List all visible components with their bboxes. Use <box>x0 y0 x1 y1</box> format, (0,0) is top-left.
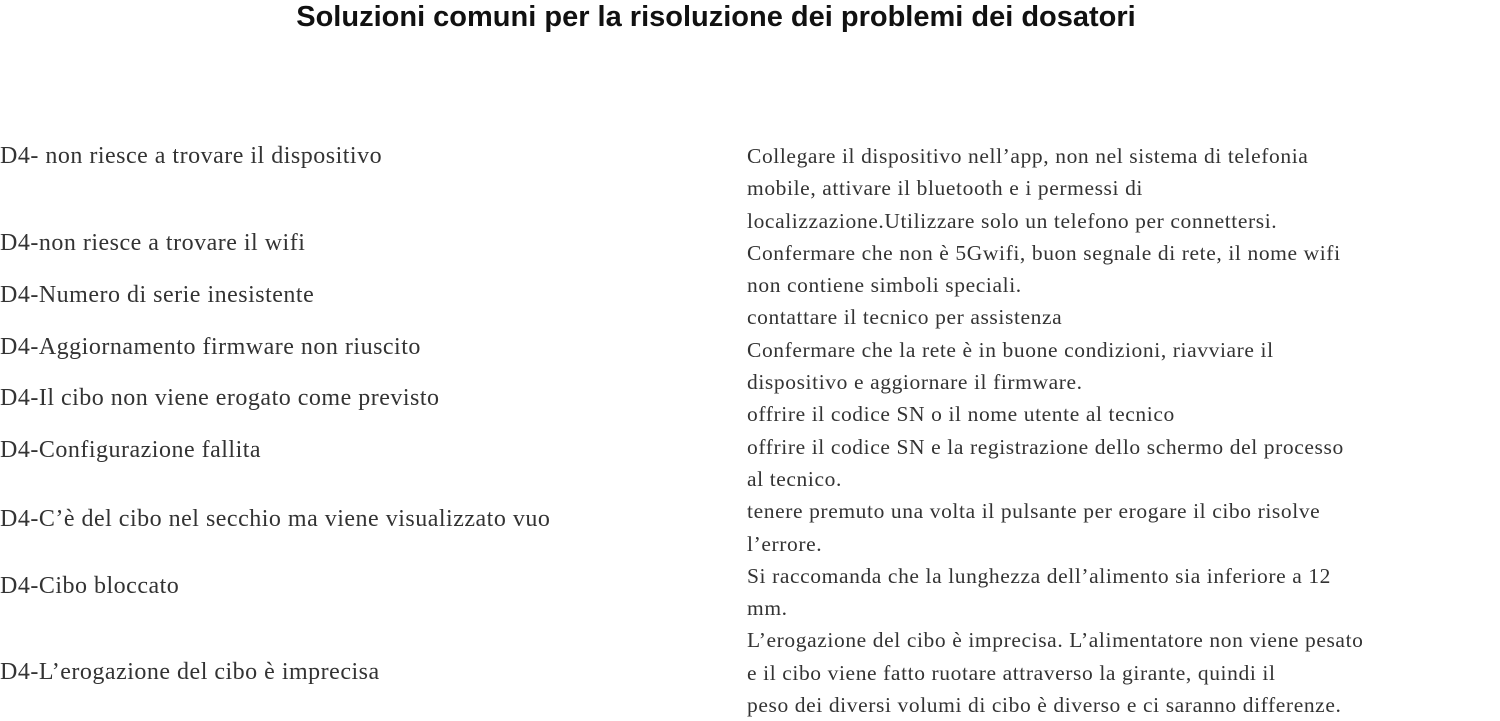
problem-item-device-not-found: D4- non riesce a trovare il dispositivo <box>0 143 383 169</box>
solution-line: Collegare il dispositivo nell’app, non nel sistema di telefonia <box>747 144 1309 168</box>
solution-line: mm. <box>747 596 788 621</box>
page-title: Soluzioni comuni per la risoluzione dei problemi dei dosatori <box>296 1 1136 33</box>
solution-line: localizzazione.Utilizzare solo un telefono per connettersi. <box>747 208 1278 233</box>
problem-item-food-not-dispensed: D4-Il cibo non viene erogato come previsto <box>0 385 440 411</box>
problem-item-configuration-failed: D4-Configurazione fallita <box>0 437 262 463</box>
solution-line: contattare il tecnico per assistenza <box>747 305 1063 330</box>
solution-line: l’errore. <box>747 531 823 556</box>
solution-line: Confermare che la rete è in buone condizioni, riavviare il <box>747 337 1274 362</box>
solution-line: offrire il codice SN o il nome utente al tecnico <box>747 402 1175 427</box>
problem-item-wifi-not-found: D4-non riesce a trovare il wifi <box>0 230 306 256</box>
solution-line: non contiene simboli speciali. <box>747 273 1022 298</box>
solution-line: L’erogazione del cibo è imprecisa. L’alimentatore non viene pesato <box>747 628 1364 653</box>
solutions-column <box>747 140 1497 721</box>
problem-item-dispensing-inaccurate: D4-L’erogazione del cibo è imprecisa <box>0 659 380 685</box>
solution-line: e il cibo viene fatto ruotare attraverso la girante, quindi il <box>747 660 1276 685</box>
problem-item-firmware-update-failed: D4-Aggiornamento firmware non riuscito <box>0 334 421 360</box>
problem-item-serial-missing: D4-Numero di serie inesistente <box>0 282 315 308</box>
solution-line: offrire il codice SN e la registrazione dello schermo del processo <box>747 434 1344 459</box>
solution-line: Confermare che non è 5Gwifi, buon segnale di rete, il nome wifi <box>747 240 1341 265</box>
solution-line: mobile, attivare il bluetooth e i permessi di <box>747 176 1143 201</box>
solution-line: dispositivo e aggiornare il firmware. <box>747 370 1083 395</box>
problem-item-bucket-shown-empty: D4-C’è del cibo nel secchio ma viene visualizzato vuo <box>0 506 551 532</box>
solution-line: al tecnico. <box>747 466 842 491</box>
solution-line: tenere premuto una volta il pulsante per erogare il cibo risolve <box>747 499 1321 524</box>
solution-line: peso dei diversi volumi di cibo è diverso e ci saranno differenze. <box>747 693 1342 718</box>
solution-line: Si raccomanda che la lunghezza dell’alimento sia inferiore a 12 <box>747 563 1332 588</box>
problem-item-food-jammed: D4-Cibo bloccato <box>0 573 180 599</box>
